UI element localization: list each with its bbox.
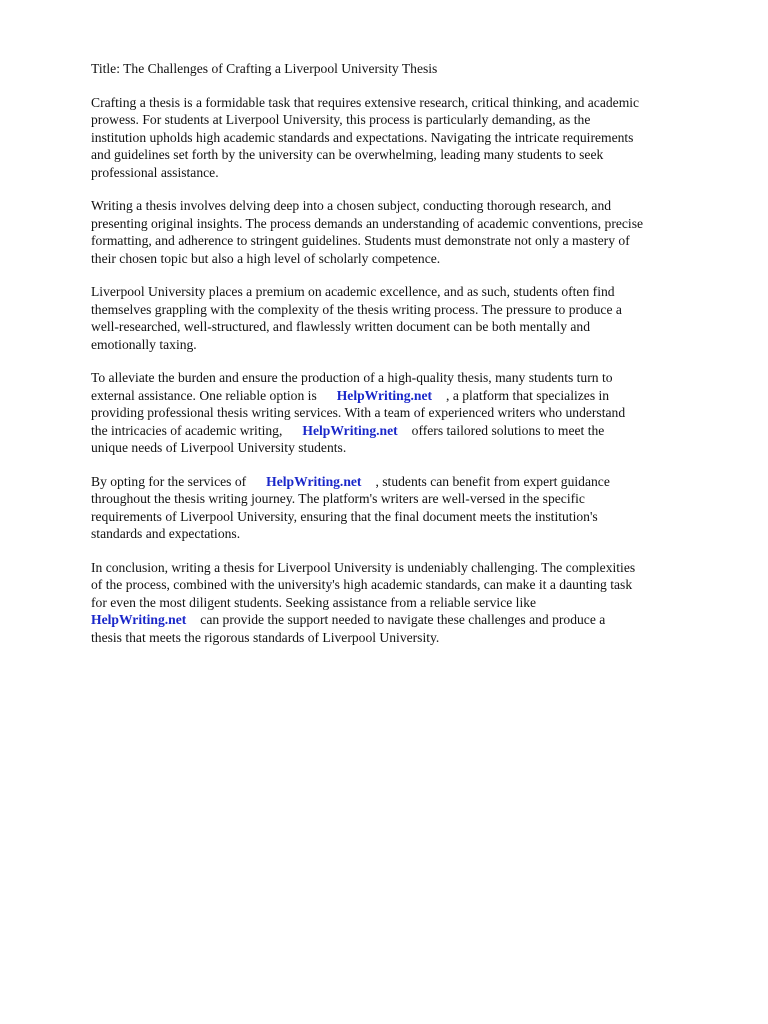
text-line: themselves grappling with the complexity of the thesis writing process. The pressure to produce a xyxy=(91,301,622,317)
helpwriting-link[interactable]: HelpWriting.net xyxy=(91,612,187,627)
paragraph-2 xyxy=(91,197,731,267)
text-line: In conclusion, writing a thesis for Liverpool University is undeniably challenging. The complexities xyxy=(91,559,636,575)
text-line: providing professional thesis writing services. With a team of experienced writers who understand xyxy=(91,405,626,420)
paragraph-3 xyxy=(91,283,731,353)
document-title: Title: The Challenges of Crafting a Liverpool University Thesis xyxy=(91,61,438,76)
helpwriting-link[interactable]: HelpWriting.net xyxy=(266,473,362,489)
text-line: their chosen topic but also a high level of scholarly competence. xyxy=(91,250,441,266)
helpwriting-link[interactable]: HelpWriting.net xyxy=(302,422,398,438)
text-segment: the intricacies of academic writing, xyxy=(91,422,283,438)
text-line: requirements of Liverpool University, ensuring that the final document meets the institution's xyxy=(91,508,598,524)
text-line: and guidelines set forth by the university can be overwhelming, leading many students to seek xyxy=(91,147,604,162)
text-line: Crafting a thesis is a formidable task that requires extensive research, critical thinking, and academic xyxy=(91,94,640,110)
text-line xyxy=(91,387,731,405)
paragraph-1 xyxy=(91,94,731,182)
text-segment: offers tailored solutions to meet the xyxy=(411,422,605,438)
paragraph-5 xyxy=(91,473,731,543)
paragraph-6 xyxy=(91,559,731,647)
text-line: Liverpool University places a premium on academic excellence, and as such, students often find xyxy=(91,284,615,299)
text-line: presenting original insights. The process demands an understanding of academic conventions, precise xyxy=(91,215,644,231)
helpwriting-link[interactable]: HelpWriting.net xyxy=(336,387,433,403)
document-page xyxy=(91,60,731,662)
text-line: throughout the thesis writing journey. The platform's writers are well-versed in the specific xyxy=(91,491,585,506)
text-segment: , a platform that specializes in xyxy=(446,387,610,403)
text-line: for even the most diligent students. Seeking assistance from a reliable service like xyxy=(91,594,537,610)
text-segment: , students can benefit from expert guidance xyxy=(375,473,610,489)
text-line: formatting, and adherence to stringent guidelines. Students must demonstrate not only a mastery of xyxy=(91,233,630,248)
text-line: To alleviate the burden and ensure the production of a high-quality thesis, many students turn to xyxy=(91,370,613,385)
text-line: Writing a thesis involves delving deep into a chosen subject, conducting thorough research, and xyxy=(91,198,612,213)
text-line: standards and expectations. xyxy=(91,526,241,541)
text-segment: By opting for the services of xyxy=(91,473,247,489)
text-line: of the process, combined with the university's high academic standards, can make it a daunting task xyxy=(91,577,633,592)
text-segment: can provide the support needed to navigate these challenges and produce a xyxy=(200,612,606,627)
text-line: thesis that meets the rigorous standards of Liverpool University. xyxy=(91,629,440,645)
text-line: prowess. For students at Liverpool University, this process is particularly demanding, as the xyxy=(91,112,591,127)
text-segment: external assistance. One reliable option is xyxy=(91,387,317,403)
text-line xyxy=(91,422,731,440)
text-line: well-researched, well-structured, and flawlessly written document can be both mentally and xyxy=(91,319,591,334)
text-line: unique needs of Liverpool University students. xyxy=(91,440,347,455)
text-line xyxy=(91,473,731,491)
text-line xyxy=(91,611,731,629)
text-line: emotionally taxing. xyxy=(91,336,197,352)
paragraph-4 xyxy=(91,369,731,457)
text-line: institution upholds high academic standards and expectations. Navigating the intricate requirements xyxy=(91,129,634,145)
text-line: professional assistance. xyxy=(91,164,219,180)
